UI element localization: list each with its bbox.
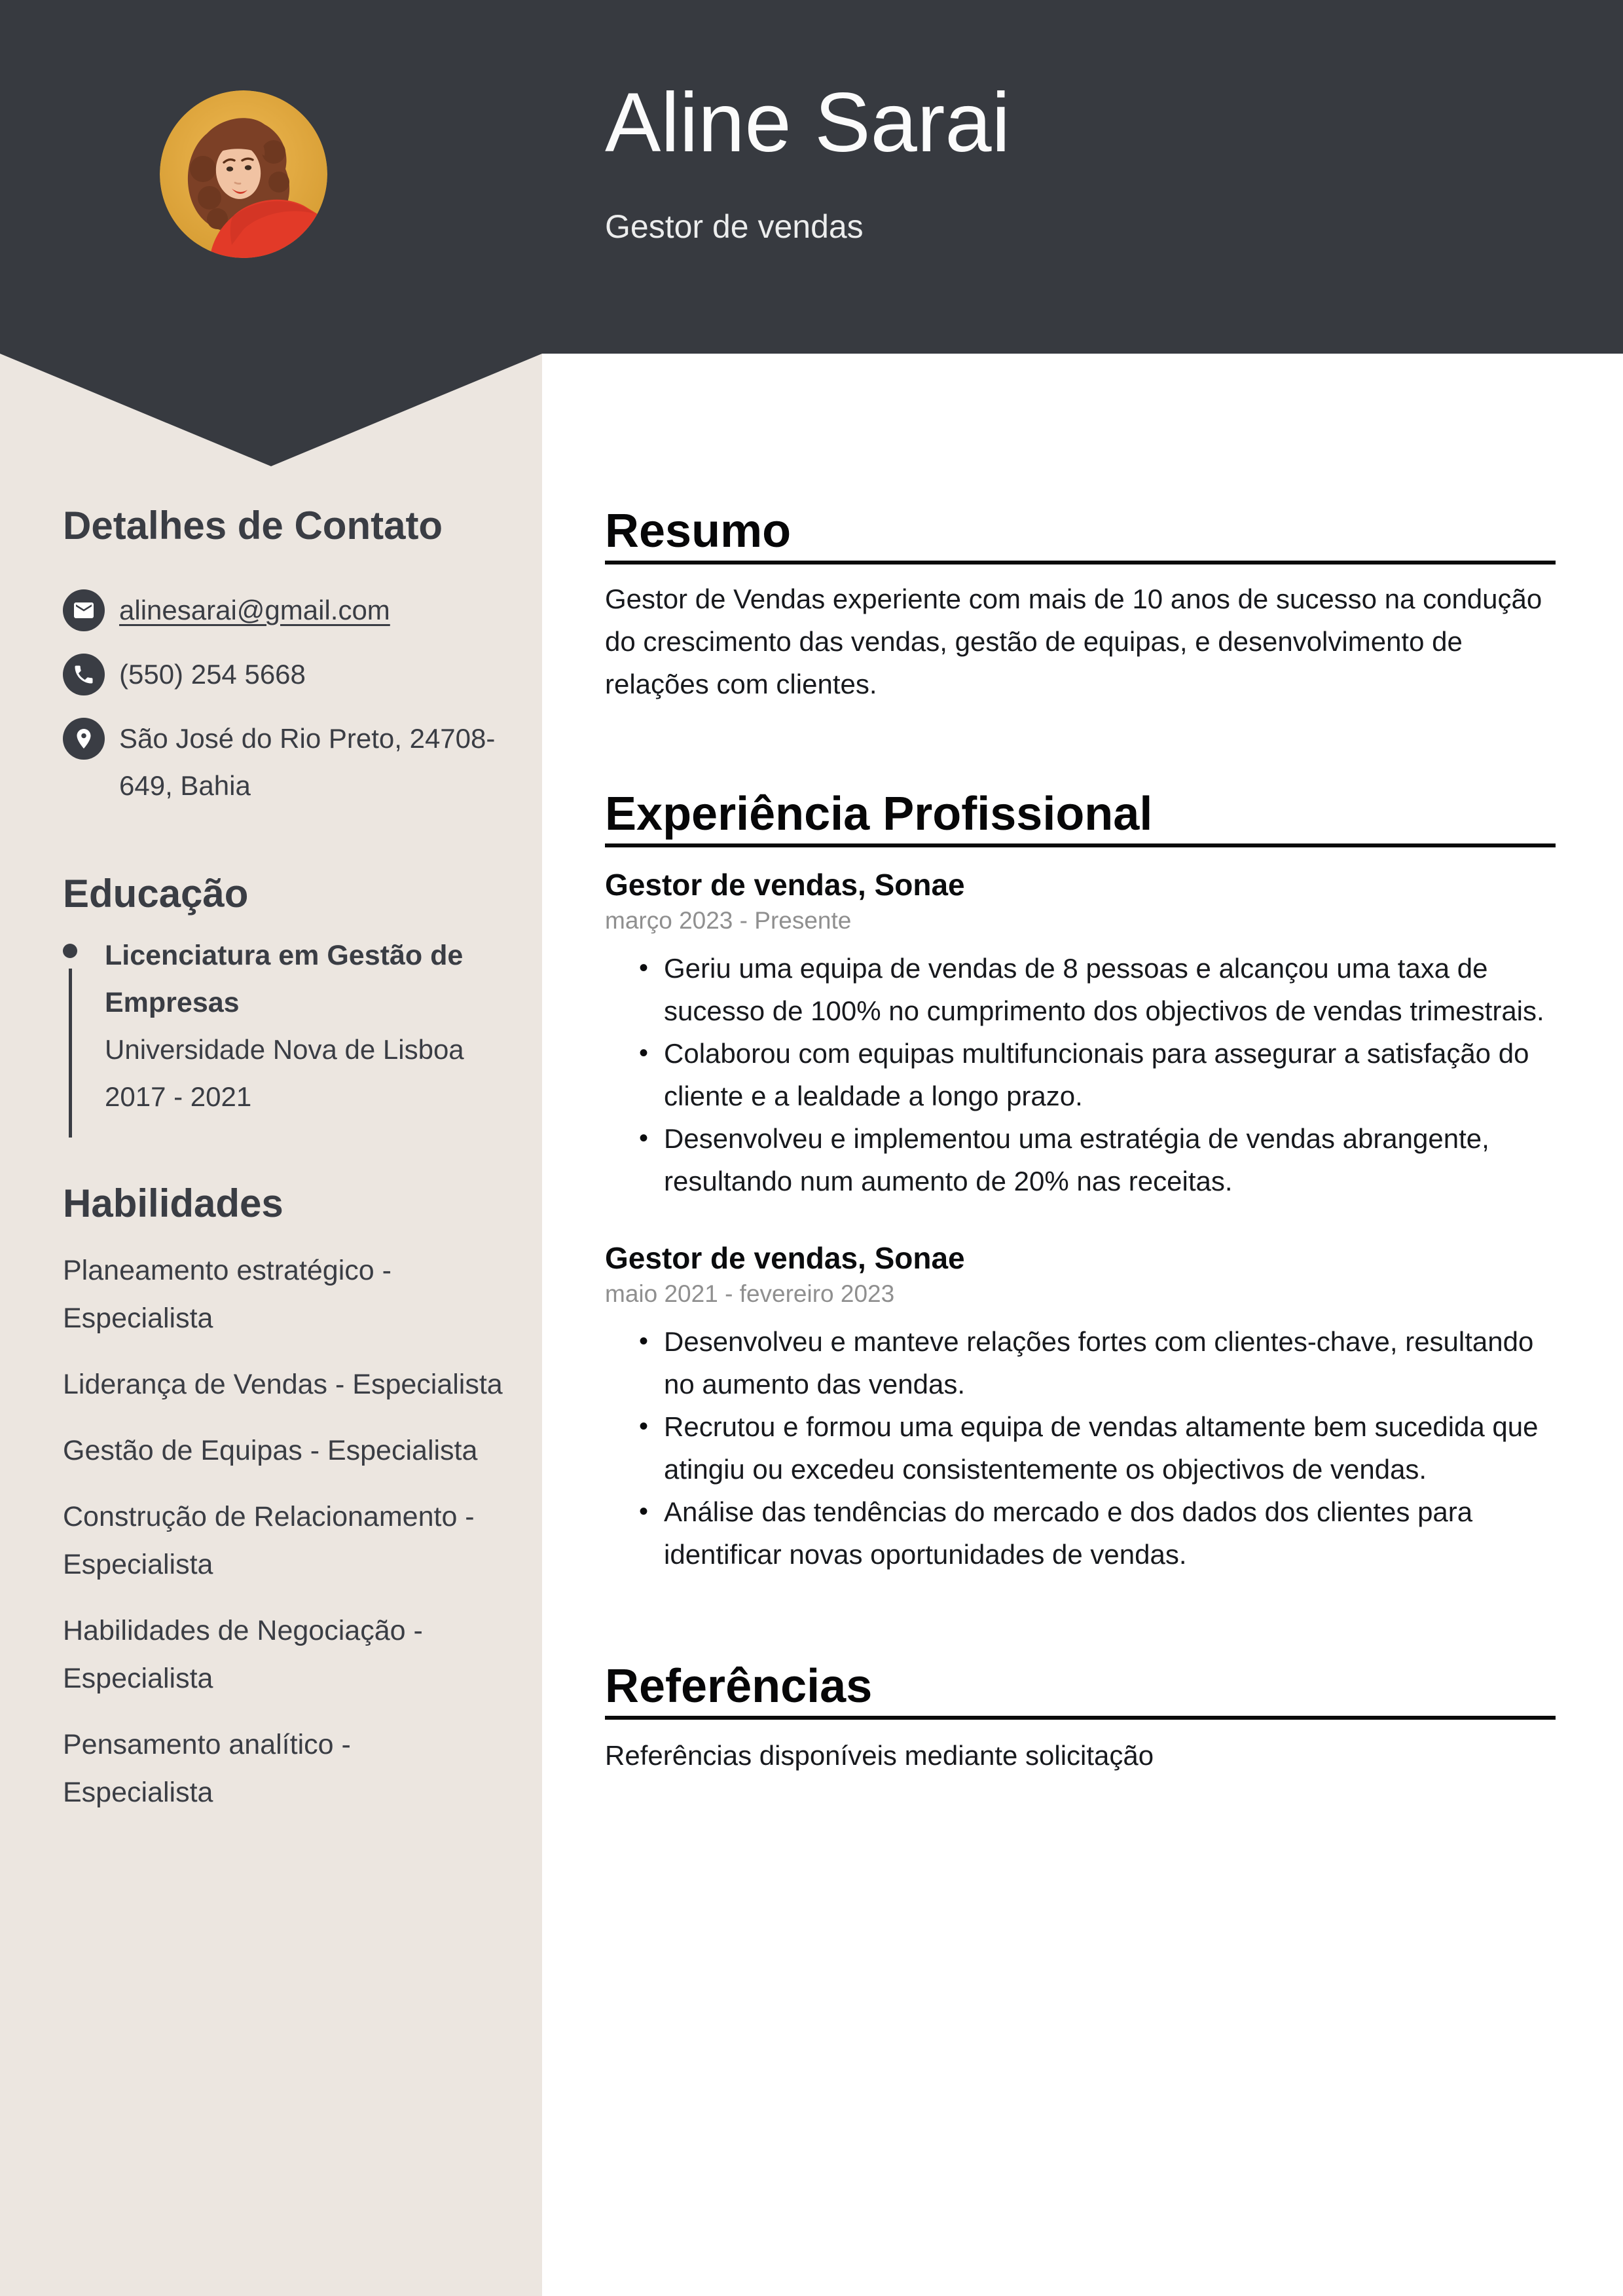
education-dates: 2017 - 2021 <box>105 1081 252 1112</box>
references-heading: Referências <box>605 1659 1556 1720</box>
skills-section <box>63 1182 505 1817</box>
profile-photo <box>160 90 327 258</box>
experience-heading: Experiência Profissional <box>605 787 1556 847</box>
summary-section <box>605 504 1556 705</box>
education-degree: Licenciatura em Gestão de Empresas <box>105 940 464 1018</box>
job-dates: maio 2021 - fevereiro 2023 <box>605 1280 895 1307</box>
contact-section <box>63 504 505 809</box>
job-bullet-list <box>605 1320 1556 1576</box>
bullet-icon: • <box>639 1327 649 1356</box>
education-section <box>63 872 505 1120</box>
skill-item: Habilidades de Negociação - Especialista <box>63 1615 423 1694</box>
skills-list <box>63 1247 505 1817</box>
job-bullet-list <box>605 947 1556 1202</box>
bullet-icon: • <box>639 1124 649 1153</box>
job-title: Gestor de vendas, Sonae <box>605 868 965 902</box>
skill-item: Gestão de Equipas - Especialista <box>63 1435 478 1466</box>
job-dates: março 2023 - Presente <box>605 907 852 934</box>
references-text: Referências disponíveis mediante solicitação <box>605 1740 1154 1771</box>
job-bullet <box>639 1491 1556 1576</box>
job-title: Gestor de vendas, Sonae <box>605 1241 965 1275</box>
education-school: Universidade Nova de Lisboa <box>105 1034 464 1065</box>
location-icon <box>63 718 105 760</box>
job-bullet-text: Geriu uma equipa de vendas de 8 pessoas e alcançou uma taxa de sucesso de 100% no cumprimento dos objectivos de vendas trimestrais. <box>664 953 1544 1026</box>
bullet-icon: • <box>639 1412 649 1441</box>
email-icon <box>63 589 105 631</box>
contact-heading: Detalhes de Contato <box>63 504 443 547</box>
job-bullet-text: Recrutou e formou uma equipa de vendas altamente bem sucedida que atingiu ou excedeu consistentemente os objectivos de vendas. <box>664 1411 1539 1485</box>
job-bullet <box>639 947 1556 1032</box>
timeline-line <box>69 969 72 1138</box>
job-bullet <box>639 1320 1556 1405</box>
education-heading: Educação <box>63 872 249 916</box>
portrait-illustration <box>160 90 327 258</box>
job-bullet-text: Desenvolveu e manteve relações fortes com clientes-chave, resultando no aumento das vendas. <box>664 1326 1534 1399</box>
bullet-icon: • <box>639 1039 649 1067</box>
references-section <box>605 1659 1556 1777</box>
contact-item-phone <box>63 651 505 698</box>
summary-text: Gestor de Vendas experiente com mais de 10 anos de sucesso na condução do crescimento das vendas, gestão de equipas, e desenvolvimento de relações com clientes. <box>605 583 1542 699</box>
skill-item: Construção de Relacionamento - Especialista <box>63 1501 475 1580</box>
job-bullet-text: Colaborou com equipas multifuncionais para assegurar a satisfação do cliente e a lealdade a longo prazo. <box>664 1038 1529 1111</box>
job-bullet <box>639 1032 1556 1117</box>
phone-icon <box>63 654 105 695</box>
job-entry <box>605 866 1556 1202</box>
education-item <box>63 932 505 1120</box>
contact-phone-value: (550) 254 5668 <box>119 659 306 690</box>
job-bullet <box>639 1117 1556 1202</box>
job-bullet <box>639 1405 1556 1491</box>
bullet-icon: • <box>639 1497 649 1526</box>
contact-email-link[interactable]: alinesarai@gmail.com <box>119 595 390 625</box>
person-job-title: Gestor de vendas <box>605 208 864 245</box>
contact-location-value: São José do Rio Preto, 24708-649, Bahia <box>119 723 496 801</box>
skill-item: Liderança de Vendas - Especialista <box>63 1369 503 1400</box>
contact-item-location <box>63 715 505 809</box>
timeline-dot-icon <box>63 944 77 958</box>
summary-heading: Resumo <box>605 504 1556 565</box>
skill-item: Planeamento estratégico - Especialista <box>63 1255 392 1334</box>
contact-item-email <box>63 587 505 634</box>
header-text-block <box>605 77 1010 245</box>
job-entry <box>605 1239 1556 1576</box>
skills-heading: Habilidades <box>63 1181 283 1225</box>
person-name: Aline Sarai <box>605 76 1010 170</box>
job-bullet-text: Desenvolveu e implementou uma estratégia de vendas abrangente, resultando num aumento de 20% nas receitas. <box>664 1123 1489 1196</box>
job-bullet-text: Análise das tendências do mercado e dos dados dos clientes para identificar novas oportunidades de vendas. <box>664 1496 1473 1570</box>
skill-item: Pensamento analítico - Especialista <box>63 1729 351 1808</box>
bullet-icon: • <box>639 954 649 982</box>
contact-list <box>63 587 505 809</box>
experience-section <box>605 787 1556 1576</box>
